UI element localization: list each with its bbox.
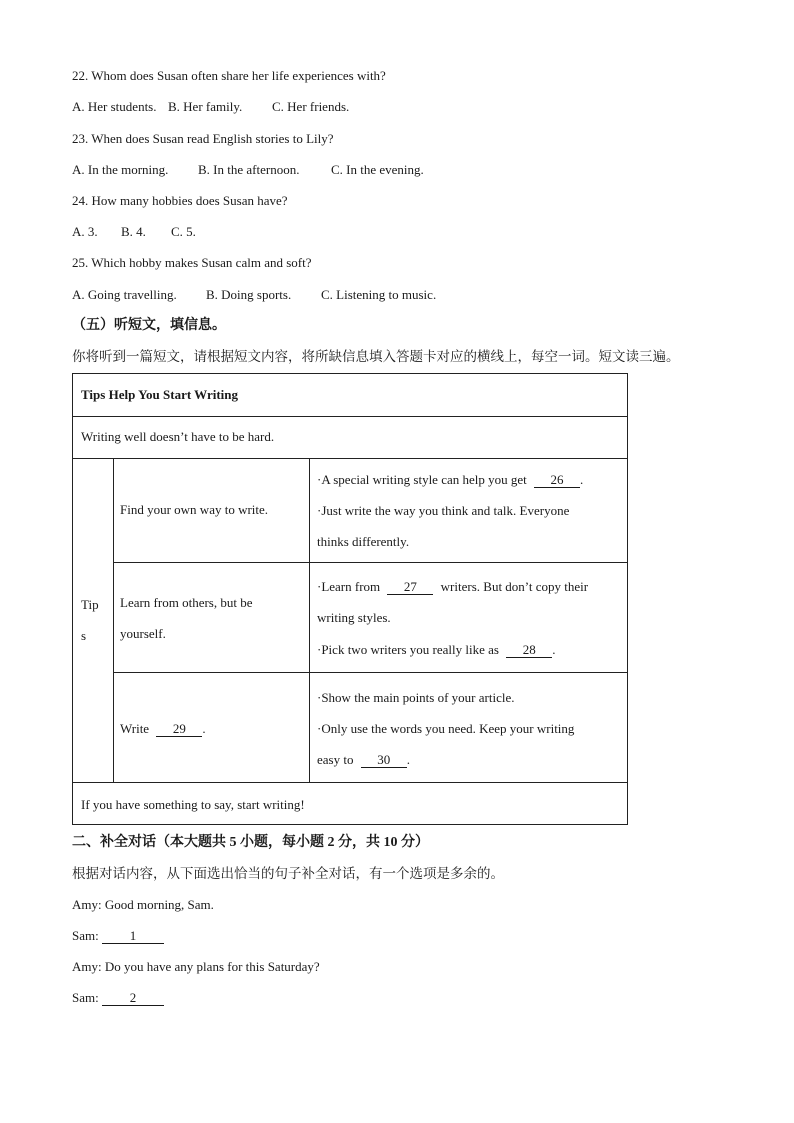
tip-2-detail-1 bbox=[317, 571, 588, 602]
table-intro: Writing well doesn’t have to be hard. bbox=[81, 429, 275, 444]
tips-table bbox=[72, 373, 628, 825]
option-a: A. In the morning. bbox=[72, 162, 169, 177]
option-a: A. Her students. bbox=[72, 99, 157, 114]
question-23-options bbox=[72, 162, 424, 178]
option-b: B. In the afternoon. bbox=[198, 162, 300, 177]
option-b: B. Her family. bbox=[168, 99, 243, 114]
dialogue-line-3: Amy: Do you have any plans for this Saturday? bbox=[72, 959, 320, 974]
question-24-options bbox=[72, 224, 196, 240]
option-c: C. Listening to music. bbox=[321, 287, 437, 302]
option-b: B. Doing sports. bbox=[206, 287, 292, 302]
table-title: Tips Help You Start Writing bbox=[81, 387, 238, 402]
detail-text: writers. But don’t copy their bbox=[440, 579, 589, 594]
blank-26: 26 bbox=[534, 473, 580, 488]
option-b: B. 4. bbox=[121, 224, 146, 239]
tip-2-detail-3 bbox=[317, 634, 555, 665]
speaker: Sam: bbox=[72, 928, 99, 943]
label-text: Write bbox=[120, 721, 150, 736]
tip-1-detail-1 bbox=[317, 464, 583, 495]
blank-30: 30 bbox=[361, 753, 407, 768]
speaker: Sam: bbox=[72, 990, 99, 1005]
tip-2-label-1: Learn from others, but be bbox=[120, 595, 253, 610]
label-punct: . bbox=[202, 721, 206, 736]
part-2-instruction: 根据对话内容，从下面选出恰当的句子补全对话，有一个选项是多余的。 bbox=[72, 866, 504, 881]
section-5-instruction: 你将听到一篇短文，请根据短文内容，将所缺信息填入答题卡对应的横线上，每空一词。短文读三遍。 bbox=[72, 349, 680, 364]
option-a: A. Going travelling. bbox=[72, 287, 177, 302]
detail-text: ·Pick two writers you really like as bbox=[317, 642, 499, 657]
side-label-tips: Tip bbox=[81, 597, 99, 612]
tip-1-label: Find your own way to write. bbox=[120, 502, 269, 517]
blank-2: 2 bbox=[102, 991, 164, 1006]
tip-1-detail-2: ·Just write the way you think and talk. Everyone bbox=[317, 503, 570, 518]
dialogue-line-4 bbox=[72, 990, 164, 1006]
dialogue-line-1: Amy: Good morning, Sam. bbox=[72, 897, 214, 912]
blank-29: 29 bbox=[156, 722, 202, 737]
question-22-options bbox=[72, 99, 349, 115]
question-24-stem: 24. How many hobbies does Susan have? bbox=[72, 193, 288, 208]
detail-text: ·A special writing style can help you get bbox=[317, 472, 527, 487]
section-5-heading: （五）听短文，填信息。 bbox=[72, 318, 226, 333]
option-a: A. 3. bbox=[72, 224, 98, 239]
blank-27: 27 bbox=[387, 580, 433, 595]
table-outro: If you have something to say, start writing! bbox=[81, 797, 305, 812]
part-2-heading: 二、补全对话（本大题共 5 小题，每小题 2 分，共 10 分） bbox=[72, 835, 429, 850]
detail-text: easy to bbox=[317, 752, 354, 767]
option-c: C. In the evening. bbox=[331, 162, 424, 177]
question-22-stem: 22. Whom does Susan often share her life experiences with? bbox=[72, 68, 386, 83]
tip-2-detail-2: writing styles. bbox=[317, 610, 391, 625]
tip-1-detail-3: thinks differently. bbox=[317, 534, 410, 549]
option-c: C. Her friends. bbox=[272, 99, 350, 114]
blank-28: 28 bbox=[506, 643, 552, 658]
tip-2-label-2: yourself. bbox=[120, 626, 166, 641]
option-c: C. 5. bbox=[171, 224, 196, 239]
question-25-stem: 25. Which hobby makes Susan calm and soft? bbox=[72, 255, 312, 270]
dialogue-line-2 bbox=[72, 928, 164, 944]
tip-3-label bbox=[120, 713, 206, 744]
detail-punct: . bbox=[552, 642, 556, 657]
question-23-stem: 23. When does Susan read English stories to Lily? bbox=[72, 131, 334, 146]
tip-3-detail-1: ·Show the main points of your article. bbox=[317, 690, 515, 705]
blank-1: 1 bbox=[102, 929, 164, 944]
detail-punct: . bbox=[580, 472, 584, 487]
tip-3-detail-2: ·Only use the words you need. Keep your writing bbox=[317, 721, 575, 736]
detail-text: ·Learn from bbox=[317, 579, 381, 594]
question-25-options bbox=[72, 287, 436, 303]
side-label-tips-end: s bbox=[81, 628, 87, 643]
tip-3-detail-3 bbox=[317, 744, 410, 775]
detail-punct: . bbox=[406, 752, 410, 767]
